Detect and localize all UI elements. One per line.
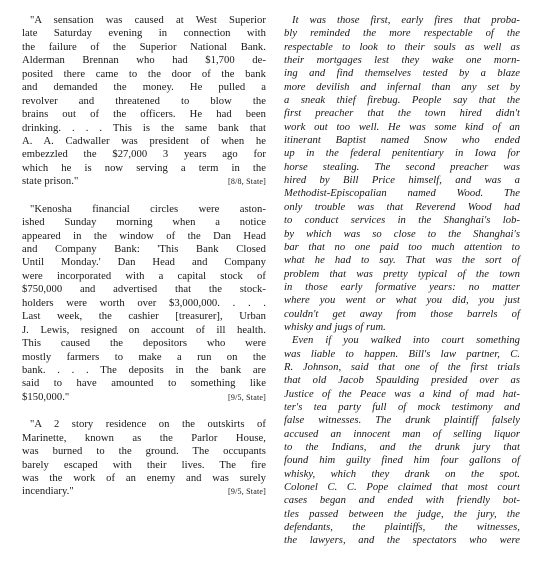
body-line: couldn't get away from those barrels of bbox=[284, 308, 520, 320]
quote-line: the failure of the Superior National Bank. bbox=[22, 41, 266, 53]
quote-line: embezzled the $27,000 3 years ago for bbox=[22, 149, 266, 161]
body-line: a sneak thief firebug. People say that the bbox=[284, 95, 520, 107]
body-line: false witnesses. The drunk plaintiff falsely bbox=[284, 415, 520, 427]
body-line: defendants, the plaintiffs, the witnesses, bbox=[284, 522, 520, 534]
body-line: bly reminded the more respectable of the bbox=[284, 28, 520, 40]
quote-line: barely escaped with their lives. The fire bbox=[22, 459, 266, 471]
body-line: Colonel C. C. Pope claimed that most court bbox=[284, 482, 520, 494]
body-line: whisky and jugs of rum. bbox=[284, 321, 386, 333]
quote-line: "A sensation was caused at West Superior bbox=[30, 15, 266, 26]
quote-line: and demanded the money. He pulled a bbox=[22, 82, 266, 94]
body-line: It was those first, early fires that proba- bbox=[292, 15, 520, 26]
body-line: found him guilty fined him four gallons of bbox=[284, 455, 520, 467]
body-line: Methodist-Episcopalian named Wood. The bbox=[284, 188, 520, 200]
body-line: first preacher that the town hired didn't bbox=[284, 108, 520, 120]
body-line: in those early formative years: no matter bbox=[284, 281, 520, 293]
newspaper-quote bbox=[22, 14, 266, 189]
quote-line: late Saturday evening in connection with bbox=[22, 28, 266, 40]
body-line: ing and find themselves tested by a blaze bbox=[284, 68, 520, 80]
body-line: work out too well. He was some kind of an bbox=[284, 121, 520, 133]
body-line: only trouble was that Reverend Wood had bbox=[284, 201, 520, 213]
body-line: ter's tea party full of mock testimony and bbox=[284, 401, 520, 413]
quote-line: bank. . . . The deposits in the bank are bbox=[22, 364, 266, 376]
body-line: R. Johnson, said that one of the first trials bbox=[284, 361, 520, 373]
body-line: more devilish and infernal than any set by bbox=[284, 81, 520, 93]
body-line: horse stealing. The second preacher was bbox=[284, 161, 520, 173]
body-paragraph bbox=[284, 334, 520, 548]
block-spacer bbox=[22, 189, 266, 203]
left-column-quotes bbox=[22, 14, 266, 499]
body-line: where you went or what you did, you just bbox=[284, 295, 520, 307]
body-line: problem that was pretty typical of the town bbox=[284, 268, 520, 280]
body-line: to conduct services in the Shanghai's lob- bbox=[284, 215, 520, 227]
quote-line: and Company Bank: 'This Bank Closed bbox=[22, 244, 266, 255]
quote-line: were incorporated with a capital stock of bbox=[22, 270, 266, 282]
quote-line: "Kenosha financial circles were aston- bbox=[30, 203, 266, 215]
quote-text: incendiary." bbox=[22, 486, 74, 498]
body-line: the lawyers, and the spectators who were bbox=[284, 535, 520, 547]
quote-citation: [8/8, State] bbox=[228, 177, 266, 187]
body-line: was liable to happen. Bill's law partner, C. bbox=[284, 348, 520, 360]
right-column-narrative bbox=[284, 14, 520, 548]
quote-line: Until Monday.' Dan Head and Company bbox=[22, 257, 266, 269]
newspaper-quote bbox=[22, 203, 266, 405]
body-line: bar that no one paid too much attention to bbox=[284, 241, 520, 253]
body-line: itinerant Baptist named Snow who ended bbox=[284, 135, 520, 147]
quote-line: brains out of the officers. He had been bbox=[22, 109, 266, 121]
body-paragraph bbox=[284, 14, 520, 334]
quote-line: Last week, the cashier [treasurer], Urban bbox=[22, 311, 266, 323]
body-line: Justice of the Peace was a kind of mad hat- bbox=[284, 388, 520, 400]
body-line: what he had to say. That was the sort of bbox=[284, 255, 520, 267]
quote-line: was burned to the ground. The occupants bbox=[22, 446, 266, 458]
quote-last-line bbox=[22, 391, 266, 404]
body-line: respectable to look to their souls as well as bbox=[284, 41, 520, 53]
body-line: accused an innocent man of selling liquor bbox=[284, 428, 520, 440]
quote-line: mostly farmers to make a run on the bbox=[22, 351, 266, 363]
quote-text: state prison." bbox=[22, 176, 79, 188]
quote-line: which he is now serving a term in the bbox=[22, 162, 266, 174]
body-line: up in the federal penitentiary in Iowa for bbox=[284, 148, 520, 160]
quote-line: A. A. Cadwaller was president of when he bbox=[22, 135, 266, 147]
body-line: by which was so close to the Shanghai's bbox=[284, 228, 520, 240]
quote-line: Alderman Brennan who had $1,700 de- bbox=[22, 55, 266, 67]
quote-line: appeared in the window of the Dan Head bbox=[22, 230, 266, 242]
quote-line: was the work of an enemy and was surely bbox=[22, 473, 266, 484]
body-line: tles passed between the judge, the jury, the bbox=[284, 508, 520, 520]
body-line: Even if you walked into court something bbox=[292, 335, 520, 347]
quote-line: J. Lewis, resigned on account of ill health. bbox=[22, 324, 266, 336]
quote-line: This caused the depositors who were bbox=[22, 338, 266, 350]
quote-line: ished Sunday morning when a notice bbox=[22, 217, 266, 229]
quote-line: Marinette, known as the Parlor House, bbox=[22, 432, 266, 444]
quote-line: holders were worth over $3,000,000. . . . bbox=[22, 297, 266, 309]
quote-line: drinking. . . . This is the same bank that bbox=[22, 122, 266, 134]
quote-text: $150,000." bbox=[22, 391, 70, 403]
quote-line: said to have amounted to something like bbox=[22, 378, 266, 390]
quote-citation: [9/5, State] bbox=[228, 392, 266, 402]
newspaper-quote bbox=[22, 418, 266, 499]
quote-line: posited there came to the door of the bank bbox=[22, 68, 266, 80]
body-line: hired by Bill Price himself, and was a bbox=[284, 175, 520, 187]
body-line: cases began and ended with friendly bot- bbox=[284, 495, 520, 507]
quote-line: "A 2 story residence on the outskirts of bbox=[30, 419, 266, 431]
body-line: whisky, which they drank on the spot. bbox=[284, 468, 520, 480]
quote-last-line bbox=[22, 175, 266, 188]
body-line: to the Indians, and the drunk jury that bbox=[284, 442, 520, 453]
body-line: that old Jacob Spaulding presided over as bbox=[284, 375, 520, 387]
quote-line: $750,000 and advertised that the stock- bbox=[22, 284, 266, 296]
quote-line: revolver and threatened to blow the bbox=[22, 95, 266, 107]
quote-last-line bbox=[22, 485, 266, 498]
body-line: their mortgages lest they wake one morn- bbox=[284, 55, 520, 67]
block-spacer bbox=[22, 404, 266, 418]
quote-citation: [9/5, State] bbox=[228, 487, 266, 497]
